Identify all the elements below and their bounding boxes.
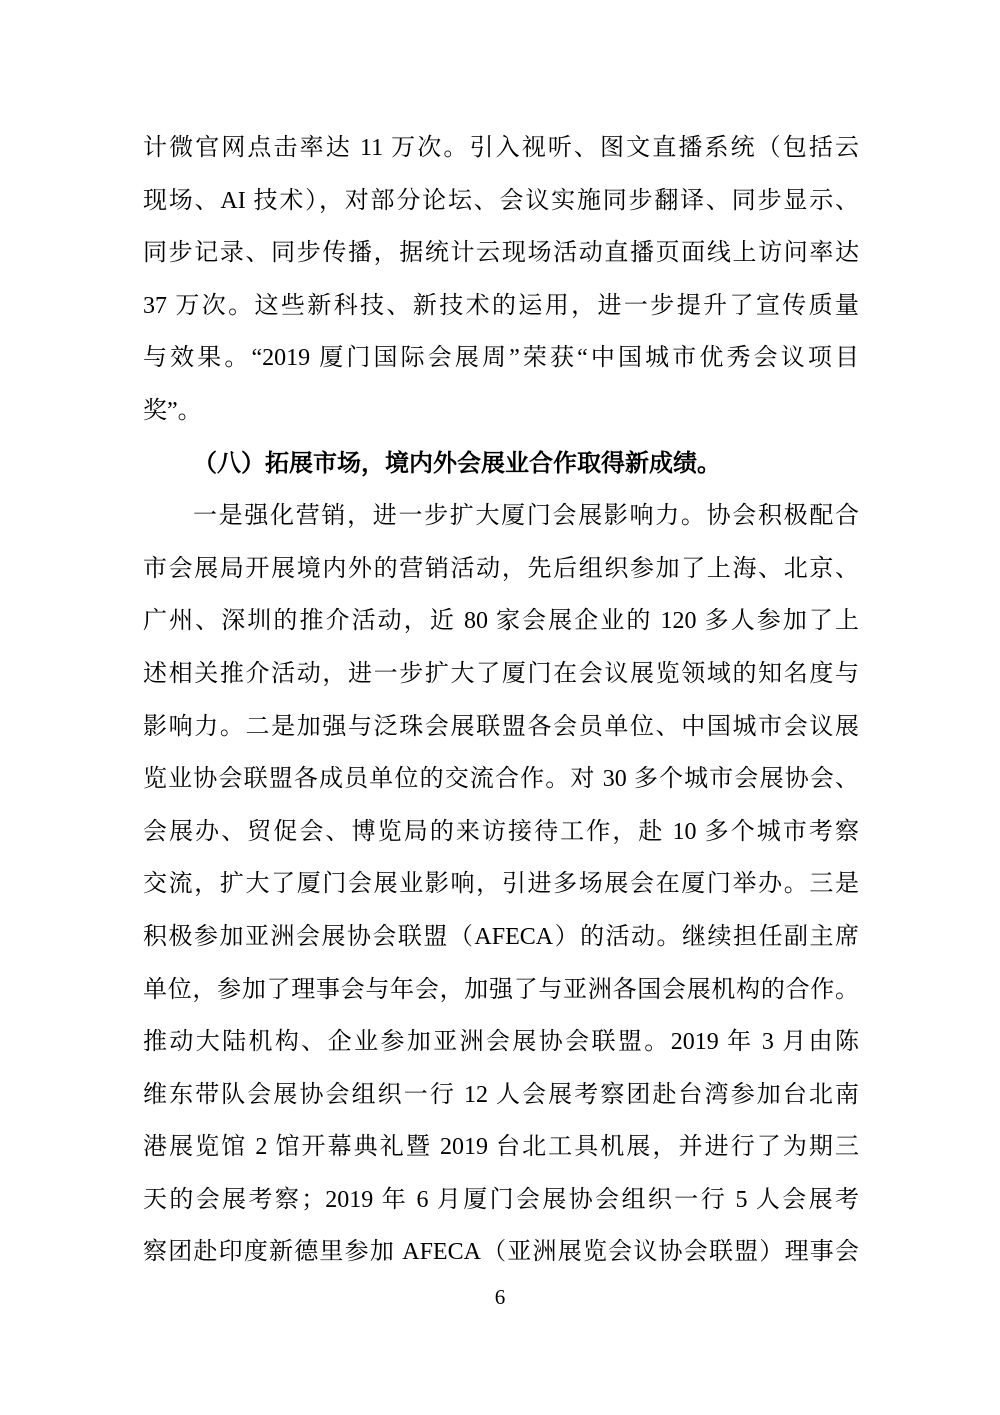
page-number: 6 — [494, 1285, 506, 1309]
text-line: 览业协会联盟各成员单位的交流合作。对 30 多个城市会展协会、 — [143, 766, 859, 793]
text-line: 天的会展考察；2019 年 6 月厦门会展协会组织一行 5 人会展考 — [143, 1186, 859, 1213]
text-line: 奖”。 — [143, 397, 202, 424]
text-line: 现场、AI 技术），对部分论坛、会议实施同步翻译、同步显示、 — [143, 187, 859, 214]
text-line: 港展览馆 2 馆开幕典礼暨 2019 台北工具机展，并进行了为期三 — [143, 1134, 859, 1161]
text-line: 察团赴印度新德里参加 AFECA（亚洲展览会议协会联盟）理事会 — [143, 1239, 859, 1266]
section-heading: （八）拓展市场，境内外会展业合作取得新成绩。 — [193, 450, 721, 477]
paragraph-2 — [143, 490, 859, 1279]
text-line: 单位，参加了理事会与年会，加强了与亚洲各国会展机构的合作。 — [143, 976, 859, 1003]
text-line: 积极参加亚洲会展协会联盟（AFECA）的活动。继续担任副主席 — [143, 923, 859, 950]
text-line: 市会展局开展境内外的营销活动，先后组织参加了上海、北京、 — [143, 555, 859, 582]
text-line: 述相关推介活动，进一步扩大了厦门在会议展览领域的知名度与 — [143, 660, 859, 687]
text-line: 交流，扩大了厦门会展业影响，引进多场展会在厦门举办。三是 — [143, 871, 859, 898]
paragraph-1 — [143, 122, 859, 438]
text-line: 会展办、贸促会、博览局的来访接待工作，赴 10 多个城市考察 — [143, 818, 859, 845]
text-line: 维东带队会展协会组织一行 12 人会展考察团赴台湾参加台北南 — [143, 1081, 859, 1108]
text-line: 同步记录、同步传播，据统计云现场活动直播页面线上访问率达 — [143, 240, 859, 267]
text-line: 一是强化营销，进一步扩大厦门会展影响力。协会积极配合 — [193, 503, 859, 530]
text-line: 37 万次。这些新科技、新技术的运用，进一步提升了宣传质量 — [143, 292, 859, 319]
document-body — [143, 122, 859, 1279]
text-line: 与效果。“2019 厦门国际会展周”荣获“中国城市优秀会议项目 — [143, 345, 859, 372]
text-line: 广州、深圳的推介活动，近 80 家会展企业的 120 多人参加了上 — [143, 608, 859, 635]
text-line: 计微官网点击率达 11 万次。引入视听、图文直播系统（包括云 — [143, 135, 859, 161]
text-line: 推动大陆机构、企业参加亚洲会展协会联盟。2019 年 3 月由陈 — [143, 1029, 859, 1056]
text-line: 影响力。二是加强与泛珠会展联盟各会员单位、中国城市会议展 — [143, 713, 859, 740]
